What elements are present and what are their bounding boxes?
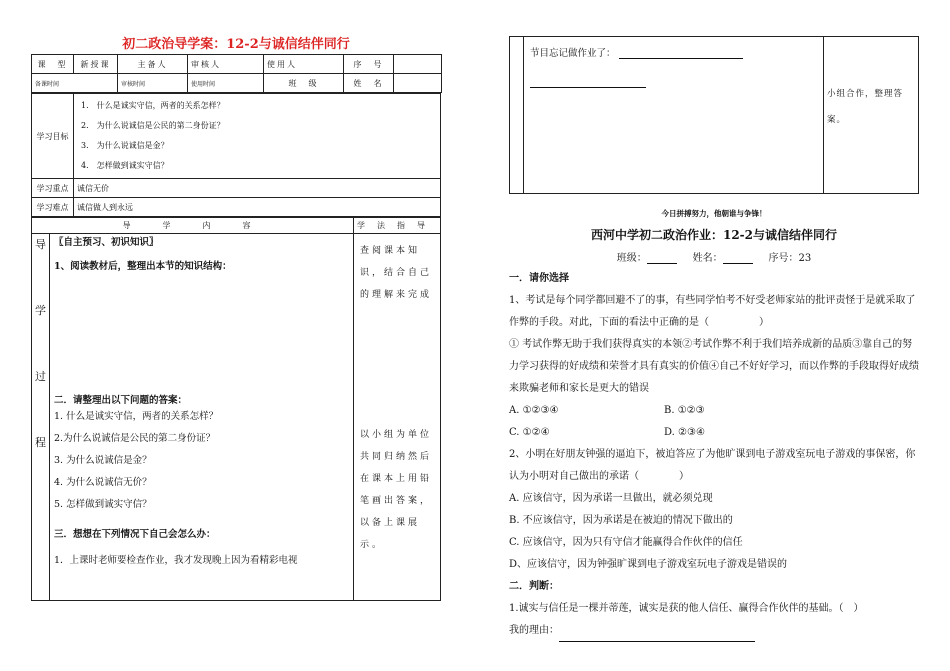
option-a: A. ①②③④ [509, 405, 559, 416]
objective-item: 4. 怎样做到诚实守信？ [81, 161, 169, 170]
question-item: 5. 怎样做到诚实守信？ [54, 499, 152, 510]
option-a: A. 应该信守，因为承诺一旦做出，就必须兑现 [509, 493, 713, 504]
serial-value [394, 55, 442, 74]
option-d: D. ②③④ [664, 427, 705, 438]
focus-value: 诚信无价 [74, 179, 441, 198]
right-page [509, 36, 919, 642]
reason-label: 我的理由： [509, 625, 559, 636]
left-title: 初二政治导学案：12-2与诚信结伴同行 [122, 37, 350, 52]
type-label: 课 型 [32, 55, 74, 74]
guide-table [31, 217, 441, 601]
question-item: 1. 什么是诚实守信，两者的关系怎样？ [54, 411, 219, 422]
objectives-list [77, 94, 437, 178]
question-1-statements: ① 考试作弊无助于我们获得真实的本领②考试作弊不利于我们培养成新的品质③靠自己的努力学习获得的好成绩和荣誉才具有真实的价值④自己不好好学习，而以作弊的手段取得好成绩来欺骗老师和家长是更大的错误 [509, 339, 919, 394]
user: 使用人 [264, 55, 344, 74]
difficulty-label: 学习难点 [32, 198, 74, 217]
class-label: 班级： [616, 253, 647, 264]
method-text-2: 以小组为单位共同归纳然后在课本上用铅笔画出答案，以备上课展示。 [360, 430, 433, 550]
right-top-side [510, 37, 524, 194]
class-label: 班 级 [264, 74, 344, 93]
objectives-cell [74, 94, 441, 179]
right-top-table [509, 36, 919, 194]
question-1-options-row [509, 400, 919, 422]
process-label [32, 234, 50, 601]
objective-item: 3. 为什么说诚信是金？ [81, 141, 169, 150]
option-c: C. ①②④ [509, 427, 550, 438]
student-info [509, 249, 919, 264]
motto: 今日拼搏努力，他朝谁与争锋！ [661, 209, 767, 218]
question-item: 2.为什么说诚信是公民的第二身份证？ [54, 433, 216, 444]
question-item: 4. 为什么说诚信无价？ [54, 477, 152, 488]
guide-content-header: 导 学 内 容 [32, 218, 354, 234]
item-knowledge-structure: 1、阅读教材后，整理出本节的知识结构： [54, 261, 232, 272]
homework-title: 西河中学初二政治作业：12-2与诚信结伴同行 [590, 228, 838, 242]
process-char: 程 [35, 436, 46, 449]
objectives-table [31, 93, 441, 217]
answer-line [530, 75, 646, 88]
serial: 序 号 [344, 55, 394, 74]
question-1: 1、考试是每个同学都回避不了的事，有些同学怕考不好受老师家站的批评责怪于是就采取了作弊的手段。对此，下面的看法中正确的是（ ） [509, 295, 916, 328]
situation-item: 1．上课时老师要检查作业，我才发现晚上因为看精彩电视 [54, 555, 298, 566]
method-text-1: 查阅课本知识，结合自己的理解来完成 [360, 246, 433, 300]
name-line [723, 251, 753, 264]
objective-item: 2. 为什么说诚信是公民的第二身份证？ [81, 121, 225, 130]
process-char: 导 [35, 238, 46, 251]
serial-label: 序号：23 [768, 253, 812, 264]
section-questions: 二．请整理出以下问题的答案： [54, 395, 188, 406]
name-label: 姓名： [692, 253, 723, 264]
main-preparer: 主备人 [118, 55, 188, 74]
class-line [647, 251, 677, 264]
method-spacer [360, 306, 434, 424]
question-1-options-row [509, 422, 919, 444]
focus-label: 学习重点 [32, 179, 74, 198]
reason-row [509, 620, 919, 642]
use-time: 使用时间 [188, 74, 264, 93]
process-char: 学 [35, 304, 46, 317]
reason-line [559, 629, 755, 642]
difficulty-value: 诚信做人到永远 [74, 198, 441, 217]
blank-area [54, 272, 349, 392]
left-page [31, 36, 441, 601]
question-item: 3. 为什么说诚信是金？ [54, 455, 152, 466]
section-situations: 三．想想在下列情况下自己会怎么办： [54, 529, 216, 540]
forgot-homework-text: 节目忘记做作业了： [530, 48, 616, 59]
right-top-content [524, 37, 824, 194]
option-b: B. ①②③ [664, 405, 705, 416]
part-choice-heading: 一．请你选择 [509, 273, 569, 284]
question-2: 2、小明在好朋友钟强的逼迫下，被迫答应了为他旷课到电子游戏室玩电子游戏的事保密，你认为小明对自己做出的承诺（ ） [509, 449, 916, 482]
objective-item: 1. 什么是诚实守信，两者的关系怎样？ [81, 101, 225, 110]
reviewer: 审核人 [188, 55, 264, 74]
right-top-method: 小组合作，整理答案。 [824, 37, 919, 194]
type-value: 新授课 [74, 55, 118, 74]
option-d: D、应该信守，因为钟强旷课到电子游戏室玩电子游戏是错误的 [509, 559, 788, 570]
answer-line [619, 46, 743, 59]
method-header: 学法指导 [354, 218, 441, 234]
option-c: C. 应该信守，因为只有守信才能赢得合作伙伴的信任 [509, 537, 743, 548]
objectives-label: 学习目标 [32, 94, 74, 179]
name-value [394, 74, 442, 93]
judge-item-1: 1.诚实与信任是一棵并蒂莲，诚实是获的他人信任、赢得合作伙伴的基础。（ ） [509, 603, 864, 614]
section-preview: 〖自主预习、初识知识〗 [54, 237, 159, 248]
process-char: 过 [35, 370, 46, 383]
guide-content [50, 234, 354, 601]
method-cell [354, 234, 441, 601]
option-b: B. 不应该信守，因为承诺是在被迫的情况下做出的 [509, 515, 733, 526]
homework-questions [509, 268, 919, 642]
header-table [31, 54, 442, 93]
part-judge-heading: 二．判断： [509, 581, 559, 592]
prep-time: 备课时间 [32, 74, 118, 93]
name-label: 姓 名 [344, 74, 394, 93]
review-time: 审核时间 [118, 74, 188, 93]
